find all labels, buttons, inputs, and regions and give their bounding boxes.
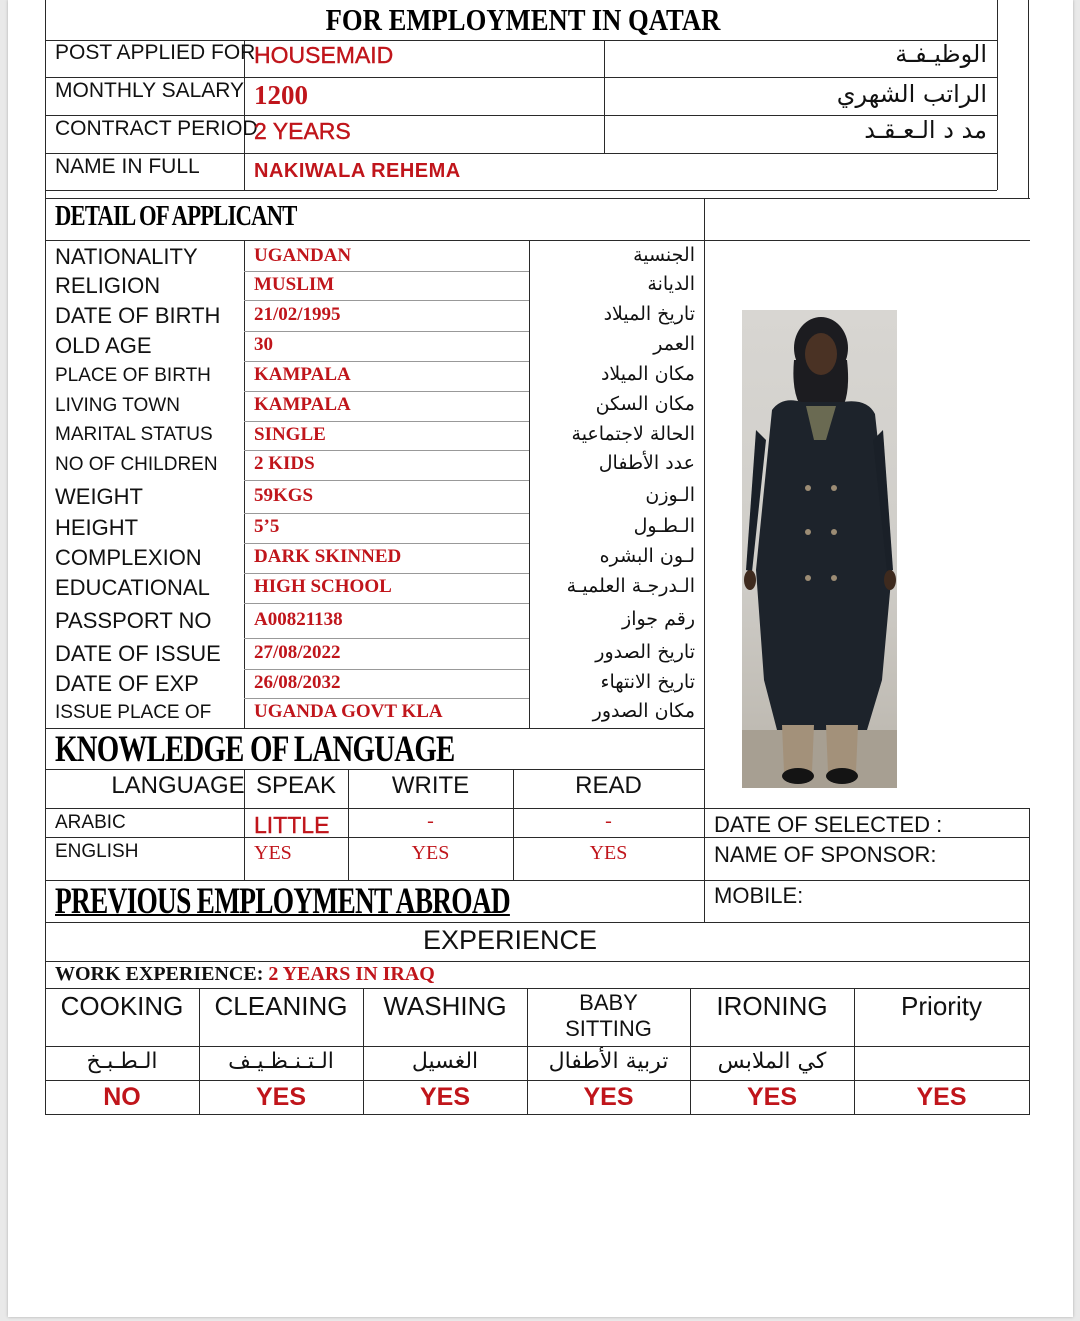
- detail-label: DATE OF BIRTH: [55, 303, 221, 328]
- contract-period-label: CONTRACT PERIOD: [55, 117, 258, 140]
- detail-arabic: لـون البشره: [599, 545, 695, 567]
- detail-value: KAMPALA: [254, 364, 351, 385]
- lang-english-name: ENGLISH: [55, 841, 139, 862]
- detail-label: RELIGION: [55, 273, 161, 298]
- detail-label: MARITAL STATUS: [55, 424, 213, 445]
- detail-value: 2 KIDS: [254, 453, 315, 474]
- mobile-label: MOBILE:: [714, 883, 804, 908]
- skill-value: NO: [103, 1083, 141, 1111]
- detail-arabic: تاريخ الانتهاء: [600, 671, 695, 693]
- work-experience-value: 2 YEARS IN IRAQ: [268, 963, 435, 985]
- detail-label: ISSUE PLACE OF: [55, 702, 212, 723]
- skill-value: YES: [746, 1083, 798, 1111]
- detail-arabic: مكان السكن: [595, 393, 695, 415]
- detail-arabic: عدد الأطفال: [598, 452, 695, 474]
- person-figure-icon: [742, 310, 897, 788]
- monthly-salary-value: 1200: [254, 80, 308, 110]
- detail-label: DATE OF ISSUE: [55, 641, 221, 666]
- sponsor-name-label: NAME OF SPONSOR:: [714, 842, 937, 867]
- detail-value: SINGLE: [254, 424, 326, 445]
- skill-arabic: كي الملابس: [717, 1049, 827, 1074]
- full-name-label: NAME IN FULL: [55, 155, 200, 178]
- detail-label: DATE OF EXP: [55, 671, 199, 696]
- lang-arabic-speak: LITTLE: [254, 812, 330, 838]
- detail-value: 59KGS: [254, 485, 314, 506]
- lang-arabic-name: ARABIC: [55, 812, 126, 833]
- post-applied-label: POST APPLIED FOR: [55, 41, 256, 64]
- employment-form: [8, 0, 1073, 1317]
- skill-header-line2: SITTING: [565, 1016, 652, 1041]
- detail-arabic: مكان الميلاد: [600, 363, 695, 385]
- lang-header-language: LANGUAGE: [111, 772, 245, 799]
- monthly-salary-label: MONTHLY SALARY: [55, 79, 245, 102]
- detail-value: HIGH SCHOOL: [254, 576, 392, 597]
- experience-heading: EXPERIENCE: [422, 925, 598, 955]
- detail-value: A00821138: [254, 609, 343, 630]
- full-name-value: NAKIWALA REHEMA: [254, 160, 461, 182]
- detail-label: PASSPORT NO: [55, 608, 212, 633]
- skill-header: COOKING: [60, 991, 184, 1021]
- detail-label: LIVING TOWN: [55, 395, 180, 416]
- lang-english-write: YES: [411, 842, 450, 864]
- lang-english-read: YES: [589, 842, 628, 864]
- detail-value: UGANDAN: [254, 245, 352, 266]
- lang-header-speak: SPEAK: [255, 772, 337, 799]
- detail-arabic: الحالة لاجتماعية: [571, 423, 695, 445]
- detail-arabic: تاريخ الميلاد: [603, 303, 695, 325]
- detail-arabic: تاريخ الصدور: [595, 641, 695, 663]
- skill-value: YES: [255, 1083, 307, 1111]
- lang-arabic-read: -: [605, 810, 612, 832]
- language-heading: KNOWLEDGE OF LANGUAGE: [55, 729, 455, 770]
- detail-value: UGANDA GOVT KLA: [254, 701, 443, 722]
- detail-value: KAMPALA: [254, 394, 351, 415]
- detail-arabic: الـدرجـة العلميـة: [566, 575, 695, 597]
- detail-label: WEIGHT: [55, 484, 143, 509]
- skill-arabic: الغسيل: [411, 1049, 479, 1074]
- detail-value: 26/08/2032: [254, 672, 341, 693]
- skill-header: BABY: [579, 990, 638, 1015]
- work-experience-label: WORK EXPERIENCE:: [55, 963, 264, 985]
- lang-english-speak: YES: [254, 842, 292, 864]
- detail-arabic: العمر: [653, 333, 695, 355]
- post-applied-value: HOUSEMAID: [254, 42, 394, 68]
- detail-arabic: الـوزن: [645, 484, 695, 506]
- monthly-salary-arabic: الراتب الشهري: [836, 80, 987, 108]
- lang-arabic-write: -: [427, 810, 434, 832]
- detail-value: DARK SKINNED: [254, 546, 402, 567]
- detail-value: 5’5: [254, 516, 280, 537]
- lang-header-read: READ: [575, 772, 642, 799]
- skill-arabic: الـتـنـظـيـف: [228, 1049, 334, 1074]
- skill-value: YES: [419, 1083, 471, 1111]
- work-experience-line: [55, 963, 435, 986]
- detail-label: PLACE OF BIRTH: [55, 365, 211, 386]
- skill-header: Priority: [901, 991, 982, 1021]
- date-selected-label: DATE OF SELECTED :: [714, 812, 943, 837]
- detail-value: MUSLIM: [254, 274, 335, 295]
- detail-label: NO OF CHILDREN: [55, 454, 218, 475]
- post-applied-arabic: الوظيـفـة: [895, 40, 987, 68]
- applicant-photo: [742, 310, 897, 788]
- skill-arabic: تربية الأطفال: [548, 1049, 669, 1074]
- detail-value: 27/08/2022: [254, 642, 341, 663]
- detail-label: OLD AGE: [55, 333, 152, 358]
- detail-label: COMPLEXION: [55, 545, 202, 570]
- previous-employment-heading: PREVIOUS EMPLOYMENT ABROAD: [55, 881, 510, 922]
- skill-header: IRONING: [716, 991, 828, 1021]
- detail-label: NATIONALITY: [55, 244, 198, 269]
- detail-label: EDUCATIONAL: [55, 575, 210, 600]
- contract-period-value: 2 YEARS: [254, 118, 351, 144]
- skill-header: WASHING: [383, 991, 507, 1021]
- lang-header-write: WRITE: [391, 772, 470, 799]
- detail-arabic: الديانة: [647, 273, 695, 295]
- skill-value: YES: [583, 1083, 634, 1111]
- form-title: FOR EMPLOYMENT IN QATAR: [325, 2, 721, 37]
- contract-period-arabic: مد د الـعـقـد: [864, 116, 987, 144]
- detail-label: HEIGHT: [55, 515, 139, 540]
- skill-header: CLEANING: [214, 991, 348, 1021]
- detail-value: 21/02/1995: [254, 304, 341, 325]
- skill-arabic: الـطـبـخ: [86, 1049, 158, 1074]
- detail-value: 30: [254, 334, 273, 355]
- detail-arabic: الـطـول: [633, 515, 695, 537]
- detail-arabic: مكان الصدور: [592, 700, 695, 722]
- applicant-heading: DETAIL OF APPLICANT: [55, 200, 297, 232]
- detail-arabic: الجنسية: [633, 244, 695, 266]
- detail-arabic: رقم جواز: [622, 608, 695, 630]
- skill-value: YES: [916, 1083, 967, 1111]
